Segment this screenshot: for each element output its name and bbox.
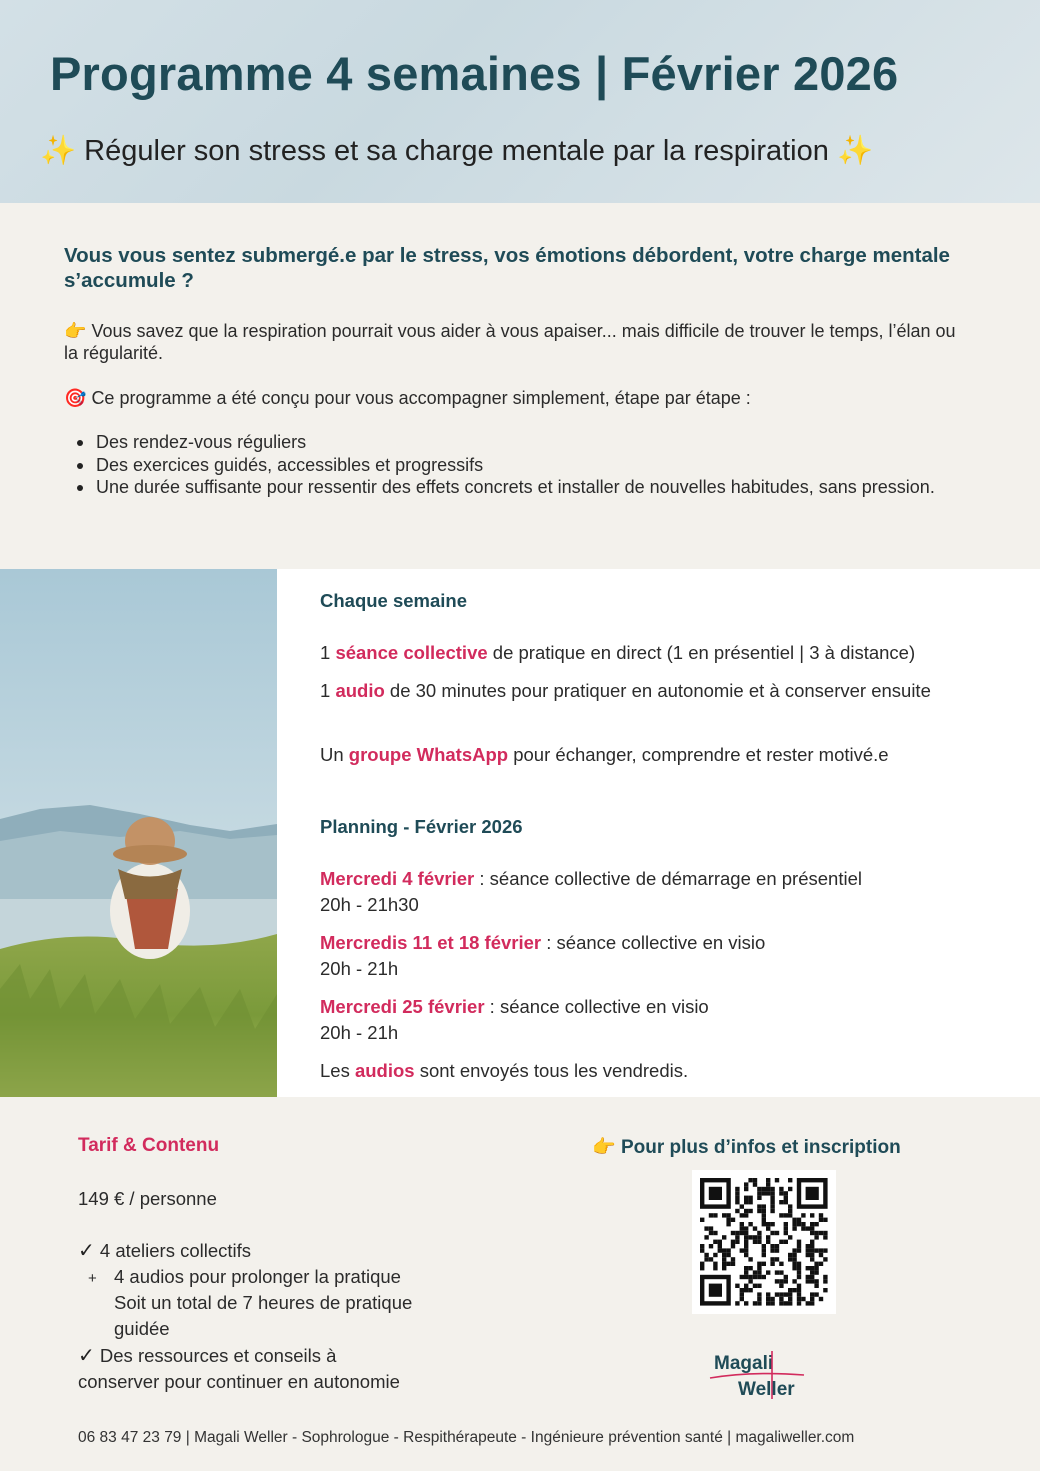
highlight-text: audios [354, 1060, 415, 1081]
event-description: : séance collective de démarrage en présentiel [474, 868, 862, 889]
qr-code[interactable] [692, 1170, 836, 1314]
pointing-hand-icon: 👉 [64, 321, 87, 341]
tarif-item-text: 4 ateliers collectifs [99, 1240, 252, 1261]
list-item: Des rendez-vous réguliers [96, 431, 996, 454]
logo [708, 1345, 808, 1405]
event-time: 20h - 21h30 [320, 894, 419, 915]
subtitle-text: Réguler son stress et sa charge mentale par la respiration [84, 135, 829, 167]
intro-paragraph-2-text: Ce programme a été conçu pour vous accompagner simplement, étape par étape : [91, 388, 751, 408]
highlight-text: séance collective [335, 642, 488, 663]
weekly-line-audio [320, 678, 1010, 704]
page-title: Programme 4 semaines | Février 2026 [50, 47, 899, 100]
sparkle-icon: ✨ [40, 135, 77, 167]
tarif-item-resources-detail: conserver pour continuer en autonomie [78, 1371, 400, 1392]
planning-audio-note [320, 1058, 1010, 1084]
weekly-line-text: pour échanger, comprendre et rester motivé.e [508, 744, 889, 765]
sparkle-icon: ✨ [836, 135, 874, 167]
event-time: 20h - 21h [320, 1022, 399, 1043]
intro-question: Vous vous sentez submergé.e par le stress, vos émotions débordent, votre charge mentale s’accumule ? [64, 244, 950, 292]
list-item: Des exercices guidés, accessibles et progressifs [96, 454, 996, 477]
weekly-line-text: de 30 minutes pour pratiquer en autonomie et à conserver ensuite [384, 680, 931, 701]
weekly-line-text: 1 [320, 680, 336, 701]
header-banner [0, 0, 1040, 203]
intro-bullet-list [96, 431, 996, 499]
note-text: sont envoyés tous les vendredis. [414, 1060, 689, 1081]
event-date: Mercredis 11 et 18 février [320, 932, 542, 953]
infos-heading [592, 1135, 901, 1159]
planning-event-2 [320, 930, 1010, 982]
tarif-item-audios-detail: guidée [114, 1318, 170, 1339]
intro-paragraph-1-text: Vous savez que la respiration pourrait vous aider à vous apaiser... mais difficile de trouver le temps, l’élan ou la régularité. [64, 321, 956, 363]
tarif-item-audios [88, 1264, 401, 1292]
planning-heading: Planning - Février 2026 [320, 816, 523, 837]
tarif-item-text: Des ressources et conseils à [99, 1345, 337, 1366]
infos-heading-text: Pour plus d’infos et inscription [620, 1137, 901, 1158]
list-item: Une durée suffisante pour ressentir des effets concrets et installer de nouvelles habitudes, sans pression. [96, 476, 996, 499]
price: 149 € / personne [78, 1188, 217, 1209]
weekly-line-text: Un [320, 744, 349, 765]
event-description: : séance collective en visio [541, 932, 766, 953]
check-icon: ✓ [78, 1345, 95, 1367]
page-subtitle [40, 134, 873, 168]
weekly-line-text: 1 [320, 642, 336, 663]
footer-contact: 06 83 47 23 79 | Magali Weller - Sophrologue - Respithérapeute - Ingénieure prévention santé | magaliweller.com [78, 1429, 855, 1446]
note-text: Les [320, 1060, 355, 1081]
tarif-item-text: 4 audios pour prolonger la pratique [114, 1266, 401, 1287]
plus-icon: + [88, 1270, 97, 1287]
check-icon: ✓ [78, 1240, 95, 1262]
event-description: : séance collective en visio [484, 996, 709, 1017]
pointing-hand-icon: 👉 [592, 1137, 616, 1158]
highlight-text: audio [335, 680, 385, 701]
event-time: 20h - 21h [320, 958, 399, 979]
tarif-item-workshops [78, 1238, 251, 1264]
tarif-heading: Tarif & Contenu [78, 1135, 220, 1156]
tarif-item-audios-detail: Soit un total de 7 heures de pratique [114, 1292, 413, 1313]
intro-paragraph-2 [64, 387, 964, 409]
intro-paragraph-1 [64, 320, 964, 364]
tarif-item-resources [78, 1343, 336, 1369]
weekly-heading: Chaque semaine [320, 590, 468, 611]
planning-event-3 [320, 994, 1010, 1046]
highlight-text: groupe WhatsApp [348, 744, 509, 765]
target-icon: 🎯 [64, 388, 87, 408]
weekly-line-session [320, 640, 1010, 666]
event-date: Mercredi 25 février [320, 996, 485, 1017]
weekly-line-text: de pratique en direct (1 en présentiel | 3 à distance) [487, 642, 916, 663]
logo-text: Magali [714, 1353, 774, 1374]
event-date: Mercredi 4 février [320, 868, 475, 889]
weekly-line-whatsapp [320, 742, 1010, 768]
woman-in-meadow-photo [0, 569, 277, 1097]
logo-text: Weller [738, 1379, 795, 1400]
planning-event-1 [320, 866, 1010, 918]
